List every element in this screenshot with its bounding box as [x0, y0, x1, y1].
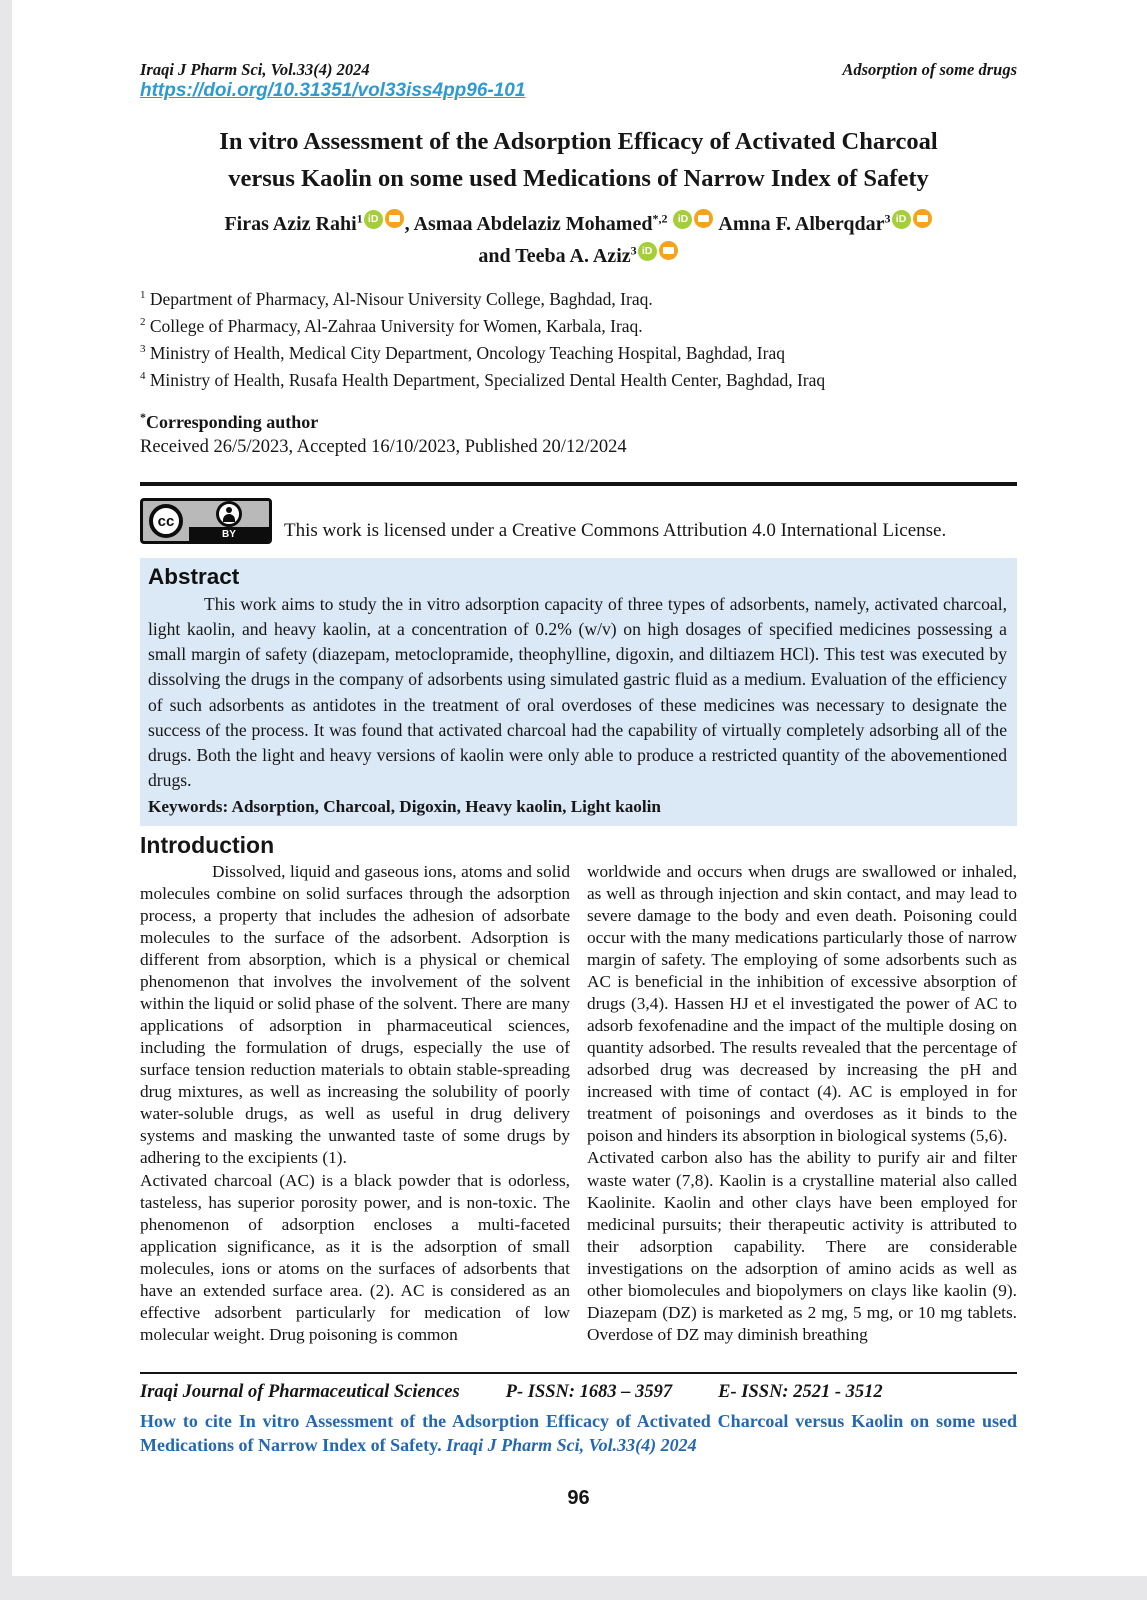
running-header: [140, 60, 1017, 80]
two-column-body: [140, 861, 1017, 1346]
orcid-icon[interactable]: iD: [364, 210, 383, 229]
intro-paragraph: Activated carbon also has the ability to purify air and filter waste water (7,8). Kaolin is a crystalline material also called Kaolinite. Kaolin and other clays have been employed for medicinal pursuits; their therapeutic activity is attributed to their adsorption capability. There are considerable investigations on the adsorption of amino acids as well as other biomolecules and biopolymers on clays like kaolin (9). Diazepam (DZ) is marketed as 2 mg, 5 mg, or 10 mg tablets. Overdose of DZ may diminish breathing: [587, 1148, 1017, 1344]
author-1: Firas Aziz Rahi$^1$: [224, 210, 363, 235]
intro-paragraph: Activated charcoal (AC) is a black powder that is odorless, tasteless, has superior porosity power, and is non-toxic. The phenomenon of adsorption encloses a multi-faceted application significance, as it is the adsorption of small molecules, ions or atoms on the surfaces of adsorbents that have an extended surface area. (2). AC is considered as an effective adsorbent particularly for medication of low molecular weight. Drug poisoning is common: [140, 1170, 570, 1344]
p-issn: P- ISSN: 1683 – 3597: [505, 1381, 673, 1402]
attribution-person-icon: [216, 501, 242, 527]
corresponding-author: *Corresponding author: [140, 410, 319, 432]
article-title-line1: In vitro Assessment of the Adsorption Efficacy of Activated Charcoal: [219, 128, 938, 155]
section-divider: [140, 482, 1017, 486]
journal-header-left: Iraqi J Pharm Sci, Vol.33(4) 2024: [140, 60, 370, 79]
footer-divider: [140, 1372, 1017, 1374]
article-title-line2: versus Kaolin on some used Medications of Narrow Index of Safety: [228, 164, 929, 192]
issn-row: [140, 1382, 1017, 1403]
orcid-icon[interactable]: iD: [638, 242, 657, 261]
license-row: [140, 498, 1017, 544]
affiliations: [140, 286, 1017, 395]
running-title-right: Adsorption of some drugs: [842, 60, 1017, 79]
intro-paragraph: worldwide and occurs when drugs are swallowed or inhaled, as well as through injection and skin contact, and may lead to severe damage to the body and even death. Poisoning could occur with the many medications particularly those of narrow margin of safety. The employing of some adsorbents such as AC is beneficial in the inhibition of excessive absorption of drugs (3,4). Hassen HJ et el investigated the power of AC to adsorb fexofenadine and the impact of the multiple dosing on quantity adsorbed. The results revealed that the percentage of adsorbed drug was decreased by increasing the pH and increased with time of contact (4). AC is employed in for treatment of poisonings and overdoses as it binds to the poison and hinders its absorption in biological systems (5,6).: [587, 861, 1017, 1146]
cc-icon: cc: [149, 504, 183, 538]
email-icon[interactable]: [659, 241, 678, 260]
e-issn: E- ISSN: 2521 - 3512: [718, 1381, 883, 1402]
license-text: This work is licensed under a Creative Commons Attribution 4.0 International License.: [284, 520, 947, 541]
abstract-heading: Abstract: [148, 564, 240, 589]
how-to-cite: How to cite In vitro Assessment of the Adsorption Efficacy of Activated Charcoal versus Kaolin on some used Medications of Narrow Index of Safety. Iraqi J Pharm Sci, Vol.33(4) 2024: [140, 1410, 1017, 1456]
article-dates: Received 26/5/2023, Accepted 16/10/2023, Published 20/12/2024: [140, 437, 627, 457]
email-icon[interactable]: [913, 209, 932, 228]
cite-journal-ref: Iraqi J Pharm Sci, Vol.33(4) 2024: [446, 1435, 697, 1456]
abstract-body: This work aims to study the in vitro adsorption capacity of three types of adsorbents, namely, activated charcoal, light kaolin, and heavy kaolin, at a concentration of 0.2% (w/v) on high dosages of specified medicines possessing a small margin of safety (diazepam, metoclopramide, theophylline, digoxin, and diltiazem HCl). This test was executed by dissolving the drugs in the company of adsorbents using simulated gastric fluid as a medium. Evaluation of the efficiency of such adsorbents as antidotes in the treatment of oral overdoses of these medicines was necessary to designate the success of the process. It was found that activated charcoal had the capability of virtually completely adsorbing all of the drugs. Both the light and heavy versions of kaolin were only able to produce a restricted quantity of the abovementioned drugs.: [148, 594, 1007, 791]
affiliation-4: $^4$ Ministry of Health, Rusafa Health Department, Specialized Dental Health Center, Baghdad, Iraq: [140, 369, 826, 390]
email-icon[interactable]: [694, 209, 713, 228]
affiliation-1: $^1$ Department of Pharmacy, Al-Nisour University College, Baghdad, Iraq.: [140, 288, 653, 309]
orcid-icon[interactable]: iD: [673, 210, 692, 229]
page-number: 96: [567, 1487, 590, 1510]
intro-paragraph: Dissolved, liquid and gaseous ions, atoms and solid molecules combine on solid surfaces through the adsorption process, a property that includes the adhesion of adsorbate molecules to the surface of the adsorbent. Adsorption is different from absorption, which is a physical or chemical phenomenon that involves the involvement of the solvent within the liquid or solid phase of the solvent. There are many applications of adsorption in pharmaceutical sciences, including the formulation of drugs, especially the use of surface tension reduction materials to obtain stable-spreading drug mixtures, as well as increasing the solubility of poorly water-soluble drugs, as well as useful in drug delivery systems and masking the unwanted taste of some drugs by adhering to the excipients (1).: [140, 861, 570, 1168]
doi-link[interactable]: https://doi.org/10.31351/vol33iss4pp96-101: [140, 80, 526, 101]
keywords: Keywords: Adsorption, Charcoal, Digoxin, Heavy kaolin, Light kaolin: [148, 797, 661, 817]
paper-page: [12, 0, 1147, 1576]
author-2: Asmaa Abdelaziz Mohamed$^{*,2}$: [413, 210, 668, 235]
by-label: BY: [189, 527, 269, 543]
cc-by-badge-icon[interactable]: [140, 498, 272, 544]
abstract-section: [140, 558, 1017, 826]
left-column: [140, 861, 570, 1346]
introduction-heading: Introduction: [140, 831, 275, 858]
author-list: Firas Aziz Rahi$^1$ iD , Asmaa Abdelaziz Mohamed$^{*,2}$ iD Amna F. Alberqdar$^3$ iD and Teeba A. Aziz$^3$ iD: [140, 208, 1017, 272]
doi-row: [140, 80, 1017, 102]
orcid-icon[interactable]: iD: [892, 210, 911, 229]
article-title: [140, 124, 1017, 198]
author-4: and Teeba A. Aziz$^3$: [478, 242, 637, 267]
author-3: Amna F. Alberqdar$^3$: [718, 210, 891, 235]
email-icon[interactable]: [385, 209, 404, 228]
affiliation-3: $^3$ Ministry of Health, Medical City Department, Oncology Teaching Hospital, Baghdad, Iraq: [140, 342, 785, 363]
journal-name: Iraqi Journal of Pharmaceutical Sciences: [140, 1381, 460, 1402]
affiliation-2: $^2$ College of Pharmacy, Al-Zahraa University for Women, Karbala, Iraq.: [140, 315, 643, 336]
right-column: [587, 861, 1017, 1346]
